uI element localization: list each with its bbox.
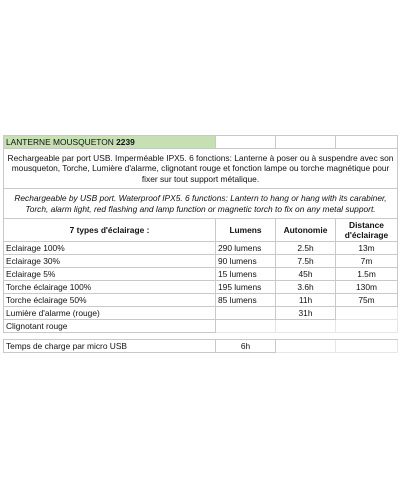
charge-value[interactable]: 6h (216, 340, 276, 353)
row-distance[interactable]: 75m (336, 294, 398, 307)
spacer-row (4, 333, 398, 340)
header-distance[interactable]: Distance d'éclairage (336, 219, 398, 242)
empty-cell[interactable] (336, 340, 398, 353)
description-fr[interactable]: Rechargeable par port USB. Imperméable IPX5. 6 fonctions: Lanterne à poser ou à suspendre avec son mousqueton, Torche, Lumière d'alarme, clignotant rouge et fonction lampe ou torche magnétique pour fixer sur tout support métalique. (4, 149, 398, 189)
row-distance[interactable]: 13m (336, 242, 398, 255)
charge-row (4, 340, 398, 353)
row-lumens[interactable]: 290 lumens (216, 242, 276, 255)
table-row (4, 255, 398, 268)
row-lumens[interactable]: 85 lumens (216, 294, 276, 307)
row-distance[interactable] (336, 307, 398, 320)
empty-cell (336, 333, 398, 340)
empty-cell[interactable] (276, 136, 336, 149)
product-title[interactable] (4, 136, 216, 149)
row-autonomie[interactable]: 7.5h (276, 255, 336, 268)
header-types[interactable]: 7 types d'éclairage : (4, 219, 216, 242)
table-row (4, 294, 398, 307)
empty-cell (276, 333, 336, 340)
table-row (4, 281, 398, 294)
empty-cell[interactable] (336, 136, 398, 149)
row-autonomie[interactable]: 3.6h (276, 281, 336, 294)
row-distance[interactable]: 130m (336, 281, 398, 294)
row-name[interactable]: Torche éclairage 100% (4, 281, 216, 294)
row-distance[interactable] (336, 320, 398, 333)
product-code: 2239 (116, 136, 135, 147)
row-name[interactable]: Lumière d'alarme (rouge) (4, 307, 216, 320)
title-row (4, 136, 398, 149)
row-autonomie[interactable]: 31h (276, 307, 336, 320)
charge-label[interactable]: Temps de charge par micro USB (4, 340, 216, 353)
description-en[interactable]: Rechargeable by USB port. Waterproof IPX5. 6 functions: Lantern to hang or hang with its carabiner, Torch, alarm light, red flashing and lamp function or magnetic torch to fix on any metal support. (4, 189, 398, 219)
row-lumens[interactable] (216, 320, 276, 333)
spreadsheet (3, 135, 397, 353)
row-autonomie[interactable]: 2.5h (276, 242, 336, 255)
row-autonomie[interactable]: 45h (276, 268, 336, 281)
row-name[interactable]: Eclairage 5% (4, 268, 216, 281)
empty-cell[interactable] (216, 136, 276, 149)
row-distance[interactable]: 7m (336, 255, 398, 268)
title-text: LANTERNE MOUSQUETON (6, 136, 114, 147)
row-lumens[interactable] (216, 307, 276, 320)
row-name[interactable]: Eclairage 30% (4, 255, 216, 268)
table-row (4, 268, 398, 281)
description-fr-row (4, 149, 398, 189)
row-lumens[interactable]: 15 lumens (216, 268, 276, 281)
description-en-row (4, 189, 398, 219)
empty-cell (216, 333, 276, 340)
row-autonomie[interactable]: 11h (276, 294, 336, 307)
row-distance[interactable]: 1.5m (336, 268, 398, 281)
header-autonomie[interactable]: Autonomie (276, 219, 336, 242)
row-name[interactable]: Torche éclairage 50% (4, 294, 216, 307)
row-name[interactable]: Clignotant rouge (4, 320, 216, 333)
empty-cell (4, 333, 216, 340)
table-row (4, 320, 398, 333)
table-row (4, 307, 398, 320)
empty-cell[interactable] (276, 340, 336, 353)
row-autonomie[interactable] (276, 320, 336, 333)
table-row (4, 242, 398, 255)
row-lumens[interactable]: 195 lumens (216, 281, 276, 294)
row-lumens[interactable]: 90 lumens (216, 255, 276, 268)
product-table (3, 135, 398, 353)
header-row (4, 219, 398, 242)
header-lumens[interactable]: Lumens (216, 219, 276, 242)
row-name[interactable]: Eclairage 100% (4, 242, 216, 255)
